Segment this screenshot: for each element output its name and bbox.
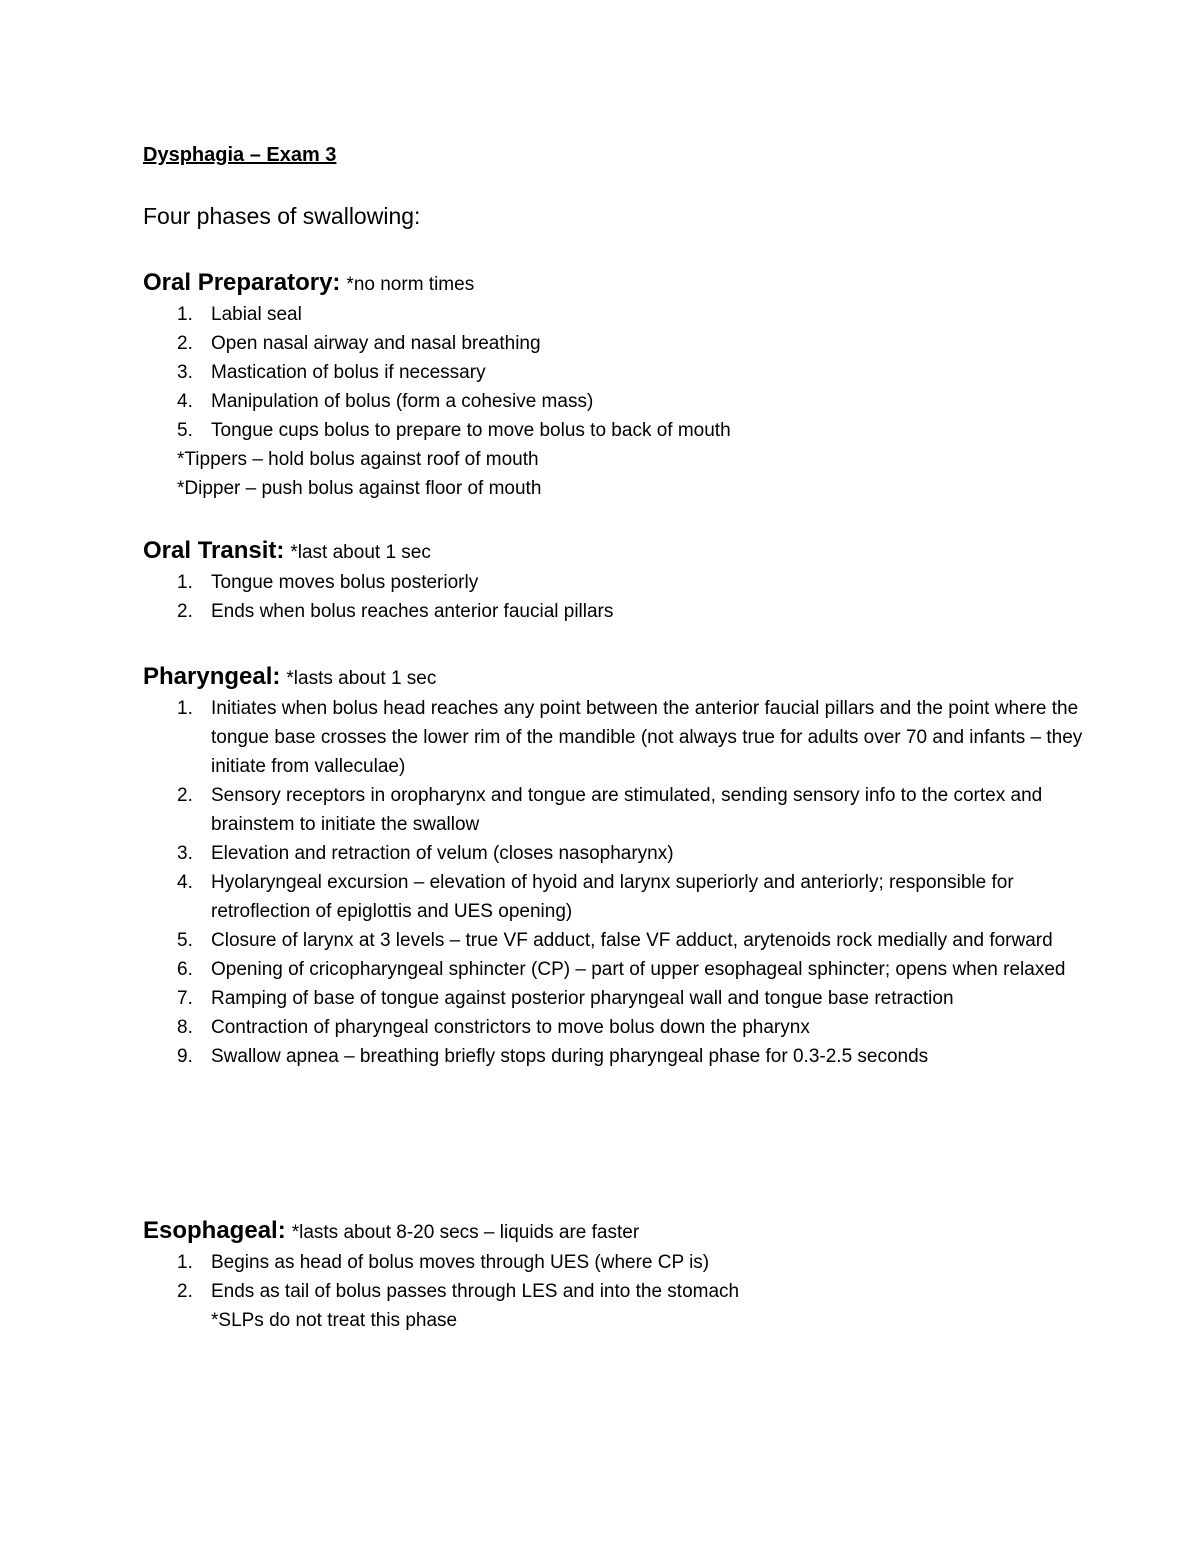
list-number: 9. bbox=[177, 1046, 193, 1067]
list-text: Open nasal airway and nasal breathing bbox=[211, 333, 541, 354]
list-item bbox=[143, 1013, 1083, 1042]
list-text: Ends when bolus reaches anterior faucial pillars bbox=[211, 601, 614, 622]
section-footnote: *Tippers – hold bolus against roof of mouth bbox=[177, 449, 539, 470]
document-subtitle: Four phases of swallowing: bbox=[143, 203, 421, 229]
list-item bbox=[143, 568, 1083, 597]
list-number: 2. bbox=[177, 333, 193, 354]
section-esophageal bbox=[143, 1214, 1083, 1335]
list-item bbox=[143, 984, 1083, 1013]
list-text: Tongue moves bolus posteriorly bbox=[211, 572, 479, 593]
list-number: 1. bbox=[177, 1252, 193, 1273]
list-item bbox=[143, 329, 1083, 358]
list-number: 5. bbox=[177, 420, 193, 441]
list-text: Begins as head of bolus moves through UES (where CP is) bbox=[211, 1252, 710, 1273]
list-text: Mastication of bolus if necessary bbox=[211, 362, 486, 383]
list-number: 1. bbox=[177, 698, 193, 719]
document-title: Dysphagia – Exam 3 bbox=[143, 144, 337, 166]
section-oral-preparatory bbox=[143, 266, 1083, 503]
list-text: Hyolaryngeal excursion – elevation of hyoid and larynx superiorly and anteriorly; responsible for retroflection of epiglottis and UES opening) bbox=[211, 872, 1014, 922]
list-text: Ramping of base of tongue against posterior pharyngeal wall and tongue base retraction bbox=[211, 988, 954, 1009]
section-oral-transit bbox=[143, 534, 1083, 626]
section-heading: Oral Transit: bbox=[143, 537, 285, 564]
list-text: Sensory receptors in oropharynx and tongue are stimulated, sending sensory info to the cortex and brainstem to initiate the swallow bbox=[211, 785, 1043, 835]
list-item bbox=[143, 868, 1083, 926]
list-text: Contraction of pharyngeal constrictors to move bolus down the pharynx bbox=[211, 1017, 810, 1038]
list-number: 2. bbox=[177, 785, 193, 806]
list-number: 4. bbox=[177, 391, 193, 412]
list-text: Ends as tail of bolus passes through LES and into the stomach bbox=[211, 1281, 740, 1302]
list-item bbox=[143, 416, 1083, 445]
list-item bbox=[143, 839, 1083, 868]
list-item bbox=[143, 694, 1083, 781]
list-item bbox=[143, 1248, 1083, 1277]
list-number: 8. bbox=[177, 1017, 193, 1038]
list-text: Closure of larynx at 3 levels – true VF adduct, false VF adduct, arytenoids rock medially and forward bbox=[211, 930, 1053, 951]
section-note: *no norm times bbox=[346, 274, 475, 295]
section-note: *lasts about 8-20 secs – liquids are faster bbox=[291, 1222, 640, 1243]
section-footnote: *SLPs do not treat this phase bbox=[211, 1310, 458, 1331]
section-heading: Esophageal: bbox=[143, 1217, 286, 1244]
list-item bbox=[143, 597, 1083, 626]
list-item bbox=[143, 1277, 1083, 1306]
list-item bbox=[143, 781, 1083, 839]
list-text: Opening of cricopharyngeal sphincter (CP) – part of upper esophageal sphincter; opens when relaxed bbox=[211, 959, 1066, 980]
list-number: 6. bbox=[177, 959, 193, 980]
list-number: 7. bbox=[177, 988, 193, 1009]
section-heading: Pharyngeal: bbox=[143, 663, 281, 690]
list-text: Tongue cups bolus to prepare to move bolus to back of mouth bbox=[211, 420, 731, 441]
list-text: Elevation and retraction of velum (closes nasopharynx) bbox=[211, 843, 674, 864]
list-number: 1. bbox=[177, 304, 193, 325]
list-text: Labial seal bbox=[211, 304, 302, 325]
list-item bbox=[143, 358, 1083, 387]
section-heading-row bbox=[143, 660, 1083, 694]
section-heading-row bbox=[143, 266, 1083, 300]
list-item bbox=[143, 926, 1083, 955]
list-item bbox=[143, 955, 1083, 984]
list-text: Swallow apnea – breathing briefly stops during pharyngeal phase for 0.3-2.5 seconds bbox=[211, 1046, 929, 1067]
section-heading-row bbox=[143, 534, 1083, 568]
list-item bbox=[143, 1042, 1083, 1071]
section-list bbox=[143, 694, 1083, 1071]
section-list bbox=[143, 568, 1083, 626]
section-pharyngeal bbox=[143, 660, 1083, 1071]
section-list bbox=[143, 1248, 1083, 1306]
list-number: 4. bbox=[177, 872, 193, 893]
list-number: 3. bbox=[177, 362, 193, 383]
list-number: 2. bbox=[177, 601, 193, 622]
section-note: *last about 1 sec bbox=[290, 542, 431, 563]
list-text: Manipulation of bolus (form a cohesive mass) bbox=[211, 391, 594, 412]
list-number: 2. bbox=[177, 1281, 193, 1302]
list-text: Initiates when bolus head reaches any point between the anterior faucial pillars and the point where the tongue base crosses the lower rim of the mandible (not always true for adults over 70 and infants – they initiate from valleculae) bbox=[211, 698, 1083, 777]
section-note: *lasts about 1 sec bbox=[286, 668, 437, 689]
section-heading: Oral Preparatory: bbox=[143, 269, 341, 296]
list-number: 3. bbox=[177, 843, 193, 864]
list-number: 1. bbox=[177, 572, 193, 593]
list-number: 5. bbox=[177, 930, 193, 951]
section-list bbox=[143, 300, 1083, 445]
list-item bbox=[143, 300, 1083, 329]
section-footnote: *Dipper – push bolus against floor of mouth bbox=[177, 478, 542, 499]
list-item bbox=[143, 387, 1083, 416]
section-heading-row bbox=[143, 1214, 1083, 1248]
